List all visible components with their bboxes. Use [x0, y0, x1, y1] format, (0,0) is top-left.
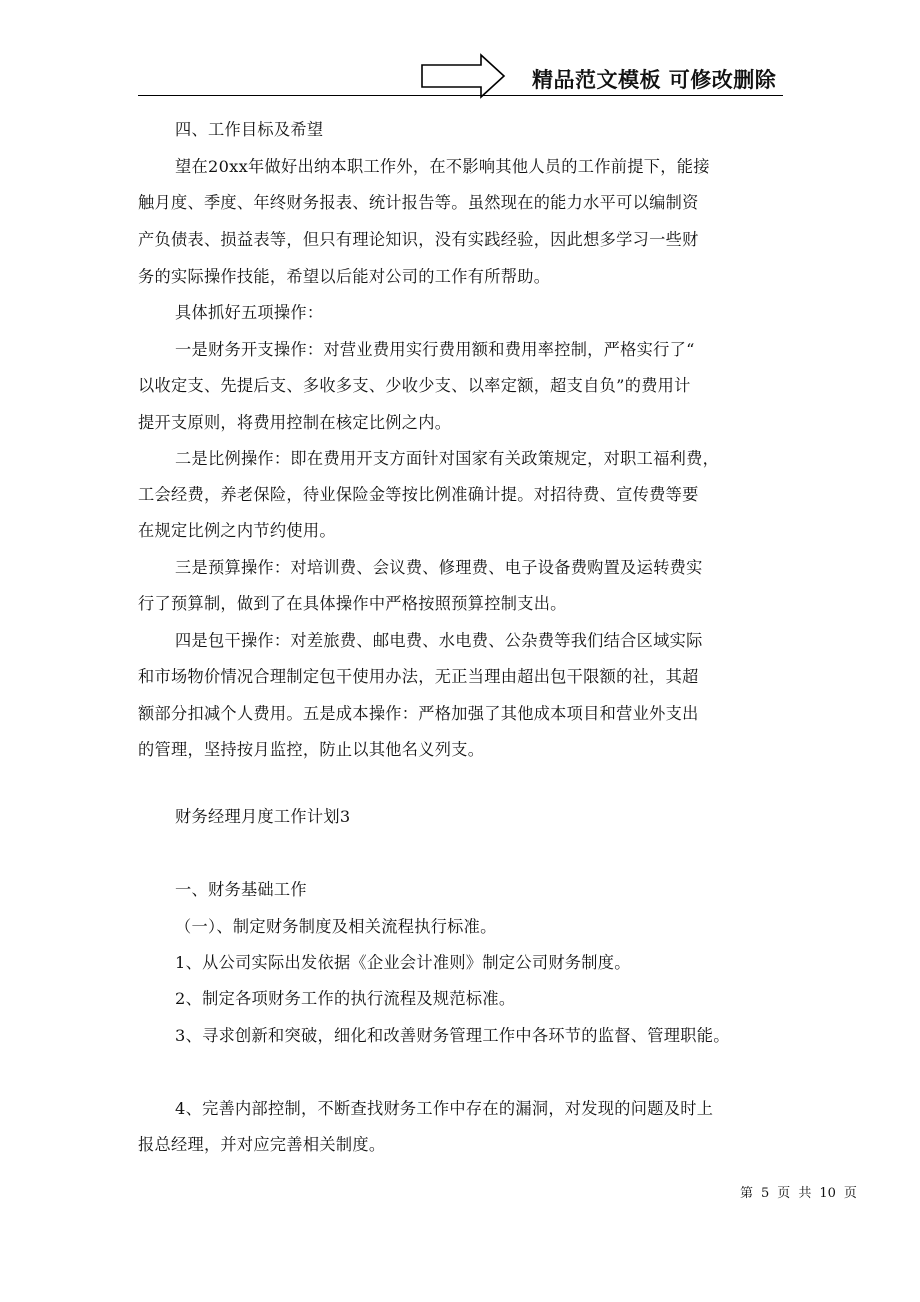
paragraph-line: 行了预算制，做到了在具体操作中严格按照预算控制支出。	[138, 594, 567, 613]
paragraph-line: 产负债表、损益表等，但只有理论知识，没有实践经验，因此想多学习一些财	[138, 230, 699, 249]
paragraph-line: 触月度、季度、年终财务报表、统计报告等。虽然现在的能力水平可以编制资	[138, 193, 699, 212]
list-item: 3、寻求创新和突破，细化和改善财务管理工作中各环节的监督、管理职能。	[175, 1026, 730, 1045]
paragraph-line: 望在20xx年做好出纳本职工作外，在不影响其他人员的工作前提下，能接	[175, 157, 710, 176]
footer-label: 页	[843, 1186, 857, 1201]
paragraph-line: 二是比例操作：即在费用开支方面针对国家有关政策规定，对职工福利费，	[175, 449, 720, 468]
paragraph-line: 提开支原则，将费用控制在核定比例之内。	[138, 413, 452, 432]
paragraph-line: 工会经费，养老保险，待业保险金等按比例准确计提。对招待费、宣传费等要	[138, 485, 699, 504]
header-title: 精品范文模板 可修改删除	[532, 68, 777, 92]
paragraph-line: 三是预算操作：对培训费、会议费、修理费、电子设备费购置及运转费实	[175, 558, 703, 577]
paragraph-line: 四是包干操作：对差旅费、邮电费、水电费、公杂费等我们结合区域实际	[175, 631, 703, 650]
list-item: 4、完善内部控制，不断查找财务工作中存在的漏洞，对发现的问题及时上	[175, 1099, 714, 1118]
paragraph-line: 额部分扣减个人费用。五是成本操作：严格加强了其他成本项目和营业外支出	[138, 704, 699, 723]
paragraph-line: 以收定支、先提后支、多收多支、少收少支、以率定额，超支自负”的费用计	[138, 376, 691, 395]
footer-label: 页	[777, 1186, 791, 1201]
header-divider	[138, 95, 783, 96]
paragraph-line: 具体抓好五项操作：	[175, 303, 324, 322]
list-item: 1、从公司实际出发依据《企业会计准则》制定公司财务制度。	[175, 953, 631, 972]
footer-label: 第	[740, 1186, 754, 1201]
subsection-heading: （一）、制定财务制度及相关流程执行标准。	[175, 917, 497, 936]
total-pages: 10	[819, 1186, 836, 1201]
current-page: 5	[761, 1186, 770, 1201]
paragraph-line: 和市场物价情况合理制定包干使用办法，无正当理由超出包干限额的社，其超	[138, 667, 699, 686]
plan-title: 财务经理月度工作计划3	[175, 807, 351, 826]
paragraph-line: 的管理，坚持按月监控，防止以其他名义列支。	[138, 740, 485, 759]
paragraph-line: 一是财务开支操作：对营业费用实行费用额和费用率控制，严格实行了“	[175, 340, 695, 359]
list-item: 2、制定各项财务工作的执行流程及规范标准。	[175, 989, 516, 1008]
page-number	[736, 1182, 861, 1201]
paragraph-line: 务的实际操作技能，希望以后能对公司的工作有所帮助。	[138, 267, 551, 286]
section-heading: 一、财务基础工作	[175, 880, 307, 899]
footer-label: 共	[798, 1186, 812, 1201]
section-heading: 四、工作目标及希望	[175, 120, 324, 139]
paragraph-line: 在规定比例之内节约使用。	[138, 521, 336, 540]
paragraph-line: 报总经理，并对应完善相关制度。	[138, 1135, 386, 1154]
right-arrow-outline-icon	[420, 53, 506, 99]
